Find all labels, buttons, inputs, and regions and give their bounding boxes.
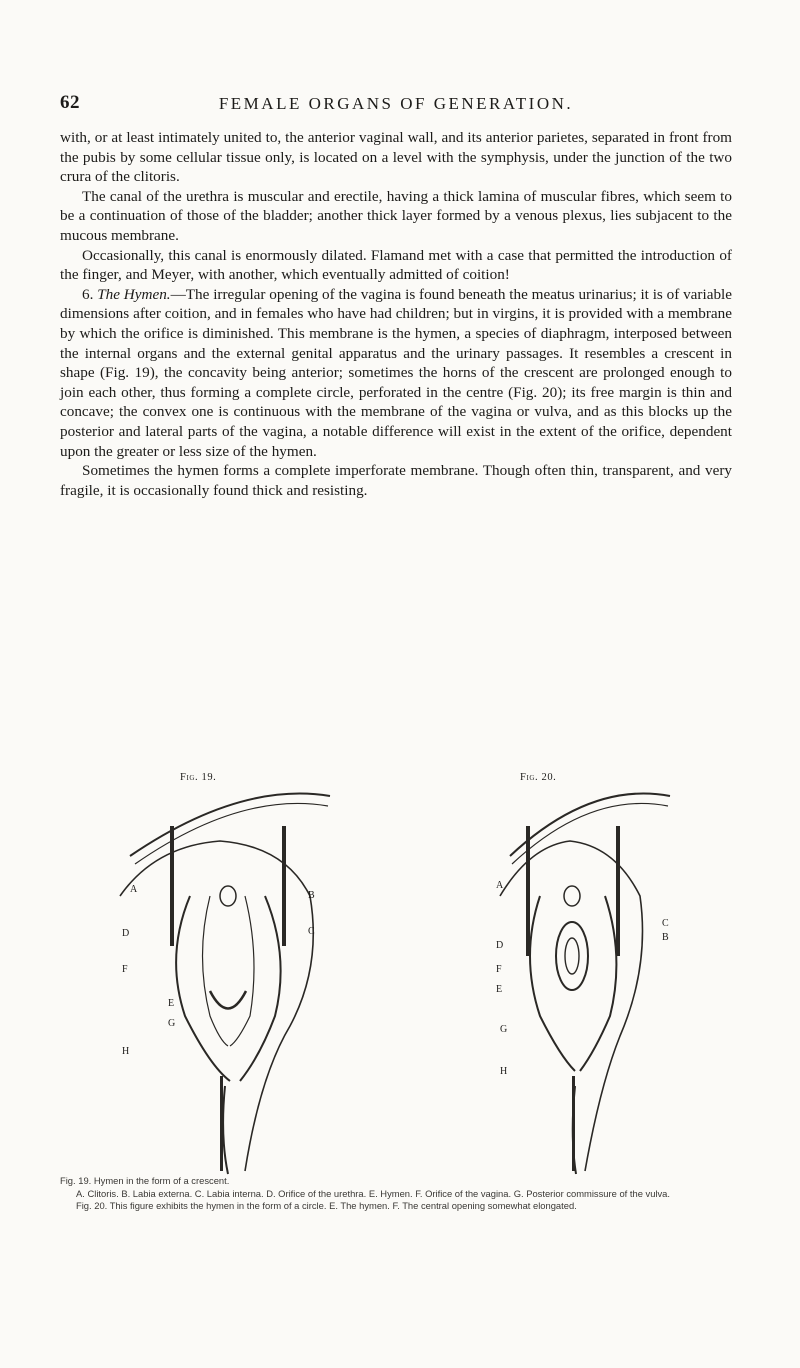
fig20-letter-h: H xyxy=(500,1066,508,1077)
fig20-label: Fig. 20. xyxy=(520,772,557,783)
fig19-letter-b: B xyxy=(308,890,315,901)
fig20-caption: Fig. 20. This figure exhibits the hymen in the form of a circle. E. The hymen. F. The central opening somewhat elongated. xyxy=(76,1200,577,1212)
fig19-letter-g: G xyxy=(168,1018,176,1029)
figure-captions xyxy=(60,1175,732,1213)
paragraph-hymen xyxy=(60,285,732,461)
fig19-letter-h: H xyxy=(122,1046,130,1057)
fig20-letter-g: G xyxy=(500,1024,508,1035)
body-text xyxy=(60,128,732,500)
fig19-letter-c: C xyxy=(308,926,315,937)
fig19-letter-e: E xyxy=(168,998,175,1009)
fig20-letter-d: D xyxy=(496,940,504,951)
fig19-letter-d: D xyxy=(122,928,130,939)
paragraph-urethra-canal: The canal of the urethra is muscular and erectile, having a thick lamina of muscular fibres, which seem to be a continuation of those of the bladder; another thick layer formed by a venous plexus, lies subjacent to the mucous membrane. xyxy=(60,187,732,244)
running-head: FEMALE ORGANS OF GENERATION. xyxy=(218,94,574,113)
figures xyxy=(60,772,732,1172)
page-number: 62 xyxy=(60,92,80,113)
page-header xyxy=(60,92,732,116)
fig19-caption-legend: A. Clitoris. B. Labia externa. C. Labia interna. D. Orifice of the urethra. E. Hymen. F. Orifice of the vagina. G. Posterior commissure of the vulva. xyxy=(76,1187,670,1199)
fig20-letter-e: E xyxy=(496,984,503,995)
paragraph-urethra-position: with, or at least intimately united to, the anterior vaginal wall, and its anterior parietes, separated in front from the pubis by some cellular tissue only, is located on a level with the symphysis, under the junction of the two crura of the clitoris. xyxy=(60,129,732,186)
fig19-label: Fig. 19. xyxy=(180,772,217,783)
fig19-illustration xyxy=(60,786,360,1176)
fig20-letter-a: A xyxy=(496,880,504,891)
fig19-letter-f: F xyxy=(122,964,128,975)
fig19-letter-a: A xyxy=(130,884,138,895)
paragraph-dilation: Occasionally, this canal is enormously dilated. Flamand met with a case that permitted the introduction of the finger, and Meyer, with another, which eventually admitted of coition! xyxy=(60,246,732,284)
section-title: The Hymen. xyxy=(97,285,171,303)
section-number: 6. xyxy=(82,285,94,303)
fig20-letter-f: F xyxy=(496,964,502,975)
paragraph-imperforate: Sometimes the hymen forms a complete imperforate membrane. Though often thin, transparent, and very fragile, it is occasionally found thick and resisting. xyxy=(60,462,732,499)
section-text: —The irregular opening of the vagina is found beneath the meatus urinarius; it is of variable dimensions after coition, and in females who have had children; but in virgins, it is provided with a membrane by which the orifice is diminished. This membrane is the hymen, a species of diaphragm, interposed between the internal organs and the external genital apparatus and the urinary passages. It resembles a crescent in shape (Fig. 19), the concavity being anterior; sometimes the horns of the crescent are prolonged enough to join each other, thus forming a complete circle, perforated in the centre (Fig. 20); its free margin is thin and concave; the convex one is continuous with the membrane of the vagina or vulva, and as this blocks up the posterior and lateral parts of the vagina, a notable difference will exist in the extent of the orifice, dependent upon the greater or less size of the hymen. xyxy=(60,285,732,460)
fig20-letter-c: C xyxy=(662,918,669,929)
fig20-illustration xyxy=(400,786,720,1176)
fig19-caption-title: Fig. 19. Hymen in the form of a crescent. xyxy=(60,1175,230,1186)
fig20-letter-b: B xyxy=(662,932,669,943)
